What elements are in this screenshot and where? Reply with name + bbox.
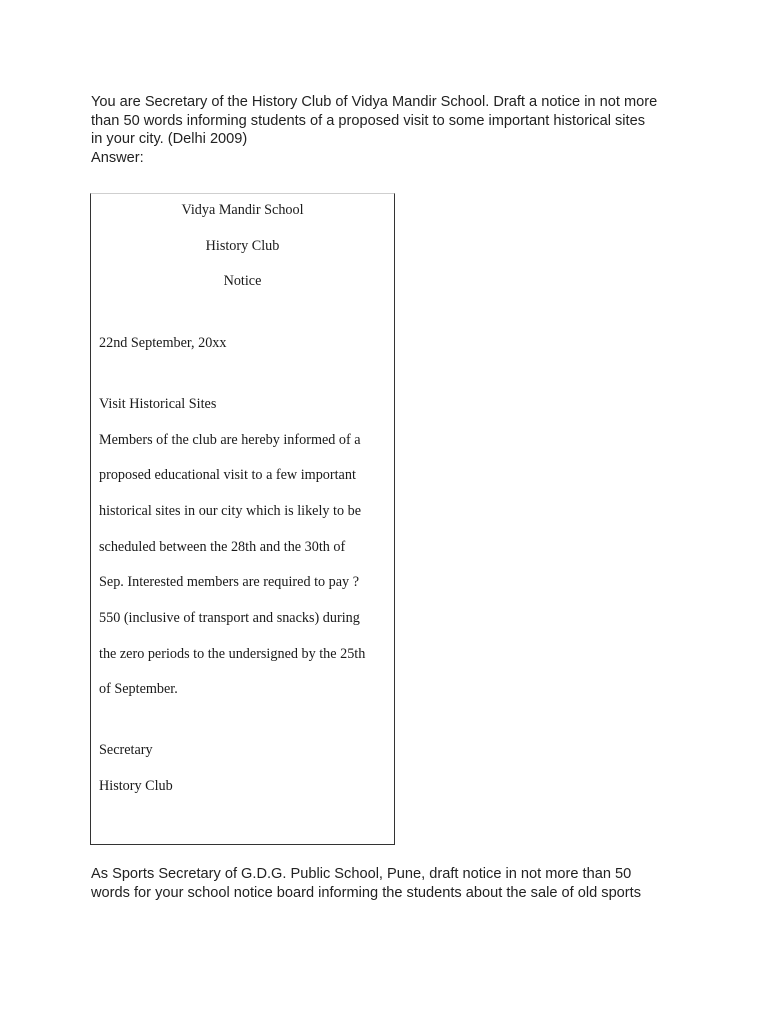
notice-school-name: Vidya Mandir School xyxy=(181,202,304,218)
notice-signatory-org: History Club xyxy=(99,778,173,794)
notice-club-name: History Club xyxy=(205,238,280,254)
notice-body-line: of September. xyxy=(99,681,178,697)
question-2-line-1: As Sports Secretary of G.D.G. Public School, Pune, draft notice in not more than 50 xyxy=(91,866,632,882)
notice-box xyxy=(90,193,395,845)
notice-body-line: the zero periods to the undersigned by the 25th xyxy=(99,646,366,662)
notice-body-line: 550 (inclusive of transport and snacks) during xyxy=(99,610,360,626)
notice-heading: Notice xyxy=(223,273,262,289)
question-1 xyxy=(91,93,691,167)
notice-date: 22nd September, 20xx xyxy=(99,335,227,351)
notice-body-line: historical sites in our city which is likely to be xyxy=(99,503,362,519)
notice-signatory-title: Secretary xyxy=(99,742,153,758)
question-1-line-3: in your city. (Delhi 2009) xyxy=(91,131,248,147)
notice-body-line: scheduled between the 28th and the 30th of xyxy=(99,539,346,555)
question-1-line-2: than 50 words informing students of a proposed visit to some important historical sites xyxy=(91,112,646,129)
notice-subject: Visit Historical Sites xyxy=(99,396,217,412)
notice-body-line: Members of the club are hereby informed of a xyxy=(99,432,361,448)
question-2-line-2: words for your school notice board informing the students about the sale of old sports xyxy=(91,884,642,901)
question-1-line-1: You are Secretary of the History Club of Vidya Mandir School. Draft a notice in not more xyxy=(91,94,658,110)
notice-body-line: proposed educational visit to a few important xyxy=(99,467,356,483)
question-2 xyxy=(91,865,691,902)
answer-label: Answer: xyxy=(91,149,144,166)
notice-body-line: Sep. Interested members are required to pay ? xyxy=(99,574,359,590)
